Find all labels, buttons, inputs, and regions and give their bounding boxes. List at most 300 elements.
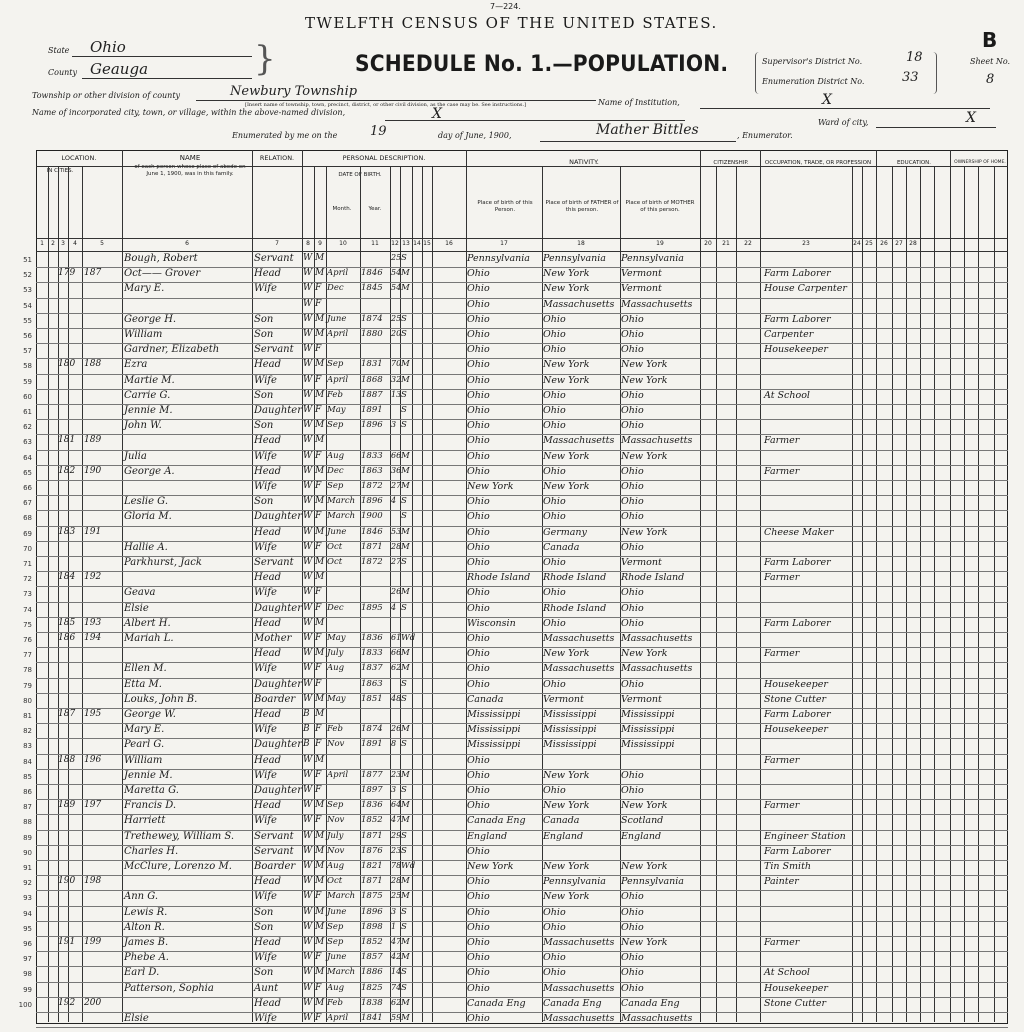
marital-status: M (401, 481, 410, 491)
row-number: 73 (23, 590, 32, 599)
row-number: 79 (23, 681, 32, 690)
sex: F (315, 678, 322, 689)
birthplace-mother: Mississippi (621, 724, 675, 736)
color: W (303, 952, 313, 963)
birthplace-mother: Ohio (621, 329, 644, 340)
birth-father-header: Place of birth of FATHER of this person. (545, 200, 619, 213)
birth-mother-header: Place of birth of MOTHER of this person. (625, 200, 695, 213)
birthplace-mother: Ohio (621, 952, 644, 964)
marital-status: S (401, 313, 407, 324)
birthplace-father: New York (543, 450, 590, 462)
age: 47 (391, 815, 402, 825)
institution-value: X (822, 92, 832, 108)
relation: Servant (254, 557, 294, 568)
birth-month: July (327, 830, 344, 841)
occupation: Farmer (764, 800, 800, 812)
birthplace-person: Ohio (467, 344, 490, 356)
age: 62 (391, 663, 402, 673)
marital-status: S (401, 739, 407, 750)
name-header: NAME (179, 154, 201, 162)
birthplace-father: New York (543, 648, 590, 660)
birthplace-mother: New York (621, 374, 668, 386)
birthplace-person: Ohio (467, 283, 490, 295)
family-number: 200 (84, 997, 102, 1008)
birthplace-mother: Massachusetts (621, 663, 693, 675)
person-name: George H. (124, 313, 177, 325)
row-number: 63 (23, 438, 32, 447)
relation: Wife (254, 663, 277, 675)
sex: M (315, 937, 325, 947)
family-number: 199 (84, 937, 102, 947)
birthplace-mother: Ohio (621, 602, 644, 614)
birth-month: April (327, 329, 349, 339)
education-header: EDUCATION. (896, 160, 932, 166)
age: 25 (391, 253, 402, 262)
color: W (303, 617, 313, 628)
incorporated-label: Name of incorporated city, town, or village, within the above-named division, (32, 108, 346, 117)
person-name: McClure, Lorenzo M. (124, 861, 232, 872)
sex: F (315, 891, 322, 902)
occupation: Farmer (764, 435, 800, 447)
table-row (36, 1027, 1008, 1028)
birthplace-father: Rhode Island (543, 602, 607, 614)
color: W (303, 785, 313, 795)
row-number: 54 (23, 301, 32, 310)
person-name: Alton R. (124, 921, 165, 933)
family-number: 197 (84, 800, 102, 811)
age: 42 (391, 952, 402, 962)
row-number: 51 (23, 256, 32, 264)
column-number: 15 (423, 240, 431, 247)
county-label: County (48, 68, 77, 77)
grid-row-line (36, 238, 1008, 239)
age: 61 (391, 633, 402, 642)
grid-column-line (412, 166, 413, 1022)
color: W (303, 329, 313, 339)
birthplace-mother: Canada Eng (621, 997, 680, 1009)
dwelling-number: 191 (58, 937, 76, 947)
birthplace-person: Ohio (467, 420, 490, 432)
birth-month: Feb (327, 389, 343, 400)
relation: Wife (254, 450, 277, 462)
township-value: Newbury Township (230, 84, 358, 99)
birthplace-father: Pennsylvania (543, 876, 606, 888)
family-number: 189 (84, 435, 102, 446)
person-name: Mary E. (124, 283, 165, 295)
occupation: Farm Laborer (764, 617, 831, 629)
occupation: Farm Laborer (764, 313, 831, 325)
birthplace-father: Ohio (543, 952, 566, 964)
birthplace-person: Ohio (467, 298, 490, 310)
occupation: Housekeeper (764, 344, 828, 356)
birthplace-person: Mississippi (467, 709, 521, 720)
birthplace-father: Ohio (543, 921, 566, 933)
row-number: 89 (23, 833, 32, 842)
birthplace-father: Massachusetts (543, 982, 615, 994)
age: 28 (391, 876, 402, 886)
family-number: 192 (84, 572, 102, 583)
relation: Head (254, 800, 282, 812)
age: 62 (391, 997, 402, 1007)
sex: F (315, 815, 322, 826)
birth-person-header: Place of birth of this Person. (477, 200, 533, 213)
birthplace-father: Massachusetts (543, 633, 615, 644)
birth-year: 1836 (361, 800, 383, 811)
enumerator-suffix: , Enumerator. (737, 131, 793, 140)
birth-year: 1871 (361, 541, 383, 552)
birth-year: 1886 (361, 967, 383, 978)
color: W (303, 754, 313, 765)
sex: M (315, 830, 325, 841)
incorporated-value: X (432, 106, 442, 122)
column-number: 16 (445, 240, 453, 247)
row-number: 92 (23, 879, 32, 888)
sex: M (315, 967, 325, 978)
birth-month: Sep (327, 921, 344, 932)
grid-column-line (736, 166, 737, 1022)
row-number: 64 (23, 453, 32, 462)
marital-status: M (401, 283, 410, 294)
birthplace-father: Ohio (543, 511, 566, 523)
age: 1 (391, 921, 397, 931)
grid-column-line (906, 166, 907, 1022)
relation: Son (254, 389, 274, 401)
row-number: 86 (23, 788, 32, 796)
birthplace-mother: Ohio (621, 313, 644, 325)
birthplace-father: Canada (543, 541, 580, 553)
grid-column-line (978, 166, 979, 1022)
relation: Servant (254, 344, 294, 356)
person-name: Albert H. (124, 617, 171, 629)
row-number: 57 (23, 347, 32, 356)
relation: Head (254, 435, 282, 447)
birth-year: 1833 (361, 450, 383, 461)
birth-year: 1871 (361, 876, 383, 887)
enumerated-mid: day of June, 1900, (438, 131, 512, 140)
occupation: Farmer (764, 937, 800, 948)
birthplace-father: Ohio (543, 389, 566, 401)
person-name: Ellen M. (124, 663, 167, 675)
relation: Wife (254, 952, 277, 964)
occupation: Tin Smith (764, 861, 812, 872)
sex: M (315, 845, 325, 856)
grid-column-line (892, 166, 893, 1022)
birth-month: Dec (327, 465, 344, 476)
person-name: Jennie M. (124, 405, 173, 416)
person-name: Harriett (124, 815, 166, 827)
birthplace-father: Ohio (543, 785, 566, 796)
state-value: Ohio (90, 38, 126, 56)
age: 3 (391, 906, 397, 916)
person-name: Francis D. (124, 800, 177, 812)
row-number: 77 (23, 651, 32, 660)
birthplace-mother: England (621, 830, 662, 842)
birth-month: Aug (327, 450, 345, 461)
birth-month: March (327, 891, 356, 902)
birth-year: 1846 (361, 526, 383, 537)
grid-row-line (36, 251, 1008, 252)
birth-year: 1833 (361, 648, 383, 659)
marital-status: M (401, 769, 410, 780)
grid-column-line (934, 166, 935, 1022)
birth-month: Dec (327, 602, 344, 613)
age: 25 (391, 891, 402, 901)
color: W (303, 344, 313, 355)
row-number: 90 (23, 848, 32, 857)
birth-year: 1868 (361, 374, 383, 385)
birth-month: July (327, 648, 344, 659)
relation: Son (254, 496, 274, 508)
birthplace-mother: New York (621, 800, 668, 812)
birthplace-mother: Ohio (621, 389, 644, 401)
birthplace-mother: Ohio (621, 511, 644, 523)
occupation: Carpenter (764, 329, 814, 340)
birthplace-father: New York (543, 481, 590, 492)
color: B (303, 739, 310, 750)
birthplace-mother: Mississippi (621, 709, 675, 720)
birth-year: 1880 (361, 329, 383, 339)
occupation-header: OCCUPATION, TRADE, OR PROFESSION (764, 160, 872, 166)
age: 29 (391, 830, 402, 840)
township-note: [Insert name of township, town, precinct, district, or other civil division, as the case may be. See instructions.] (245, 102, 527, 108)
sex: F (315, 405, 322, 415)
relation: Head (254, 465, 282, 477)
birth-month: Sep (327, 359, 344, 370)
page-mark: 7—224. (490, 2, 521, 11)
sex: F (315, 663, 322, 674)
birth-year: 1891 (361, 405, 383, 415)
enumerated-day: 19 (370, 124, 387, 139)
ward-value: X (966, 110, 976, 126)
grid-column-line (862, 166, 863, 1022)
person-name: Louks, John B. (124, 693, 198, 705)
row-number: 100 (18, 1000, 32, 1009)
color: W (303, 982, 313, 993)
birthplace-father: New York (543, 769, 590, 781)
person-name: Patterson, Sophia (124, 982, 214, 994)
age: 47 (391, 937, 402, 946)
grid-column-line (432, 166, 433, 1022)
supervisor-label: Supervisor's District No. (762, 57, 863, 66)
birthplace-person: Ohio (467, 876, 490, 888)
sex: M (315, 754, 325, 765)
birthplace-person: Canada Eng (467, 815, 526, 827)
birthplace-father: Ohio (543, 405, 566, 416)
person-name: Carrie G. (124, 389, 171, 401)
row-number: 93 (23, 894, 32, 903)
marital-status: Wd (401, 861, 416, 871)
dwelling-number: 187 (58, 709, 76, 719)
birthplace-father: New York (543, 283, 590, 295)
birthplace-father: England (543, 830, 584, 842)
color: W (303, 389, 313, 400)
birthplace-person: Canada Eng (467, 997, 526, 1009)
relation: Servant (254, 253, 294, 264)
marital-status: S (401, 678, 407, 689)
relation: Daughter (254, 511, 302, 523)
row-number: 66 (23, 484, 32, 492)
relation: Head (254, 648, 282, 660)
row-number: 72 (23, 575, 32, 584)
row-number: 99 (23, 985, 32, 994)
age: 23 (391, 769, 402, 779)
birthplace-person: Ohio (467, 496, 490, 508)
birthplace-mother: Ohio (621, 587, 644, 599)
birthplace-mother: New York (621, 526, 668, 538)
marital-status: M (401, 952, 410, 963)
birthplace-mother: Vermont (621, 557, 662, 568)
marital-status: M (401, 450, 410, 461)
birth-year: 1897 (361, 785, 383, 795)
occupation: Farm Laborer (764, 557, 831, 568)
person-name: Ezra (124, 359, 148, 371)
color: W (303, 359, 313, 370)
birthplace-person: New York (467, 861, 514, 872)
relation: Head (254, 876, 282, 888)
sex: M (315, 693, 325, 704)
relation: Head (254, 359, 282, 371)
sex: F (315, 450, 322, 461)
marital-status: S (401, 329, 407, 339)
person-name: Phebe A. (124, 952, 169, 964)
sex: M (315, 800, 325, 811)
occupation: At School (764, 389, 810, 401)
sex: M (315, 709, 325, 719)
birthplace-father: Rhode Island (543, 572, 607, 584)
family-number: 195 (84, 709, 102, 719)
birthplace-mother: New York (621, 359, 668, 371)
row-number: 81 (23, 712, 32, 720)
birthplace-mother: New York (621, 648, 668, 660)
column-number: 18 (577, 240, 585, 247)
color: W (303, 526, 313, 537)
sex: M (315, 906, 325, 917)
person-name: Earl D. (124, 967, 160, 979)
column-number: 2 (51, 240, 55, 247)
column-number: 22 (744, 240, 752, 247)
person-name: Martie M. (124, 374, 175, 386)
birthplace-father: Mississippi (543, 739, 597, 751)
birthplace-person: Ohio (467, 967, 490, 979)
sex: F (315, 587, 322, 598)
marital-status: S (401, 967, 407, 978)
family-number: 196 (84, 754, 102, 765)
occupation: Farmer (764, 754, 800, 766)
county-value: Geauga (90, 60, 149, 78)
birthplace-person: Ohio (467, 465, 490, 477)
age: 8 (391, 739, 397, 749)
sex: M (315, 557, 325, 567)
marital-status: S (401, 906, 407, 917)
enumerator-name: Mather Bittles (596, 122, 699, 138)
age: 54 (391, 283, 402, 293)
birthplace-mother: Pennsylvania (621, 876, 684, 888)
sex: M (315, 921, 325, 932)
birth-year: 1837 (361, 663, 383, 674)
color: W (303, 769, 313, 780)
birthplace-person: Ohio (467, 374, 490, 386)
supervisor-value: 18 (906, 50, 923, 65)
person-name: Elsie (124, 602, 149, 614)
person-name: Leslie G. (124, 496, 168, 508)
birthplace-person: Wisconsin (467, 617, 516, 629)
marital-status: M (401, 541, 410, 552)
birth-month: Nov (327, 739, 345, 750)
column-number: 9 (318, 240, 322, 247)
birth-year: 1863 (361, 678, 383, 689)
column-number: 14 (413, 240, 421, 247)
sex: F (315, 633, 322, 643)
row-number: 71 (23, 560, 32, 568)
birth-year: 1857 (361, 952, 383, 963)
birthplace-person: Ohio (467, 541, 490, 553)
birthplace-mother: Pennsylvania (621, 253, 684, 264)
birthplace-person: New York (467, 481, 514, 492)
birthplace-person: Ohio (467, 845, 490, 857)
color: W (303, 511, 313, 522)
sex: M (315, 268, 325, 279)
row-number: 56 (23, 332, 32, 340)
birth-year: 1876 (361, 845, 383, 856)
birthplace-person: Ohio (467, 785, 490, 796)
birth-month: April (327, 1013, 349, 1023)
person-name: Jennie M. (124, 769, 173, 781)
age: 36 (391, 465, 402, 475)
birthplace-person: Ohio (467, 648, 490, 660)
birthplace-father: Ohio (543, 617, 566, 629)
census-title: TWELFTH CENSUS OF THE UNITED STATES. (305, 14, 718, 32)
birthplace-person: Ohio (467, 450, 490, 462)
marital-status: S (401, 982, 407, 993)
marital-status: M (401, 648, 410, 659)
dwelling-number: 185 (58, 617, 76, 628)
marital-status: M (401, 815, 410, 826)
birthplace-person: Mississippi (467, 724, 521, 736)
birthplace-father: Massachusetts (543, 663, 615, 675)
column-number: 17 (500, 240, 508, 247)
color: W (303, 541, 313, 552)
grid-column-line (82, 166, 83, 1022)
sex: M (315, 876, 325, 887)
dwelling-number: 190 (58, 876, 76, 887)
column-number: 12 (391, 240, 399, 247)
color: W (303, 876, 313, 887)
relation: Wife (254, 283, 277, 295)
birthplace-mother: Rhode Island (621, 572, 685, 584)
birth-year: 1852 (361, 815, 383, 826)
birthplace-mother: Ohio (621, 982, 644, 994)
sex: F (315, 481, 322, 491)
birth-month: Oct (327, 541, 343, 552)
birthplace-mother: Massachusetts (621, 298, 693, 310)
birth-month: March (327, 967, 356, 978)
sex: F (315, 374, 322, 385)
birth-month: Aug (327, 982, 345, 993)
birthplace-mother: Scotland (621, 815, 664, 827)
marital-status: S (401, 511, 407, 522)
birthplace-person: Ohio (467, 511, 490, 523)
person-name: Ann G. (124, 891, 159, 903)
age: 23 (391, 845, 402, 855)
ownership-header: OWNERSHIP OF HOME. (954, 160, 1006, 165)
column-number: 6 (185, 240, 189, 247)
color: W (303, 997, 313, 1008)
person-name: William (124, 329, 163, 340)
grid-column-line (68, 166, 69, 1022)
sex: M (315, 313, 325, 324)
column-number: 7 (275, 240, 279, 247)
row-number: 65 (23, 468, 32, 477)
